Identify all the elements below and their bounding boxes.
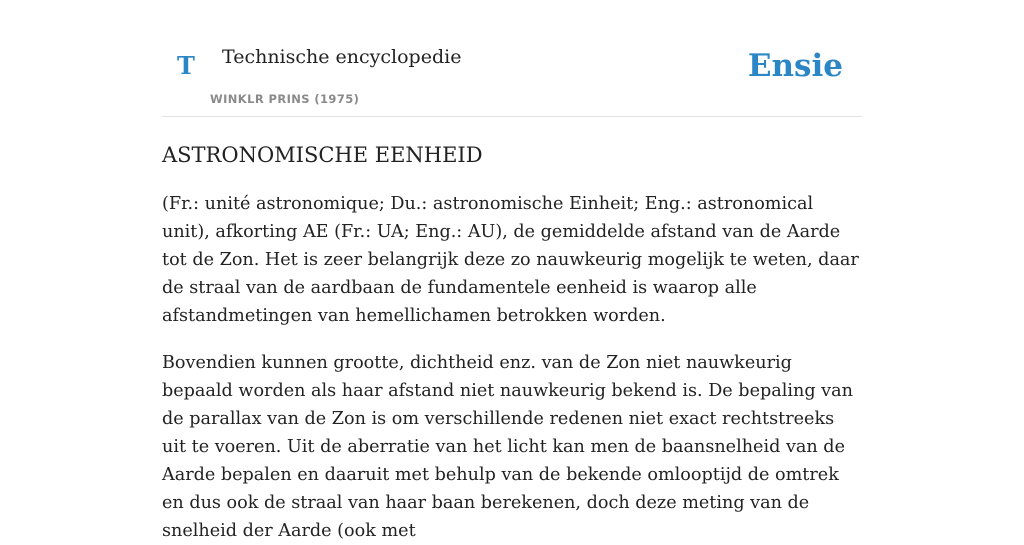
source-subtitle: WINKLR PRINS (1975) [210, 92, 360, 106]
site-header [162, 0, 862, 117]
category-logo-icon[interactable]: T [177, 51, 195, 80]
page [162, 0, 862, 545]
article-paragraph: Bovendien kunnen grootte, dichtheid enz. van de Zon niet nauwkeurig bepaald worden als haar afstand niet nauwkeurig bekend is. De bepaling van de parallax van de Zon is om verschillende redenen niet exact rechtstreeks uit te voeren. Uit de aberratie van het licht kan men de baansnelheid van de Aarde bepalen en daaruit met behulp van de bekende omlooptijd de omtrek en dus ook de straal van haar baan berekenen, doch deze meting van de snelheid der Aarde (ook met [162, 353, 853, 542]
article-paragraph: (Fr.: unité astronomique; Du.: astronomische Einheit; Eng.: astronomical unit), afkorting AE (Fr.: UA; Eng.: AU), de gemiddelde afstand van de Aarde tot de Zon. Het is zeer belangrijk deze zo nauwkeurig mogelijk te weten, daar de straal van de aardbaan de fundamentele eenheid is waarop alle afstandmetingen van hemellichamen betrokken worden. [162, 194, 859, 327]
source-title-link[interactable]: Technische encyclopedie [222, 46, 462, 68]
article-title: ASTRONOMISCHE EENHEID [162, 143, 483, 167]
ensie-logo-link[interactable]: Ensie [747, 48, 843, 84]
